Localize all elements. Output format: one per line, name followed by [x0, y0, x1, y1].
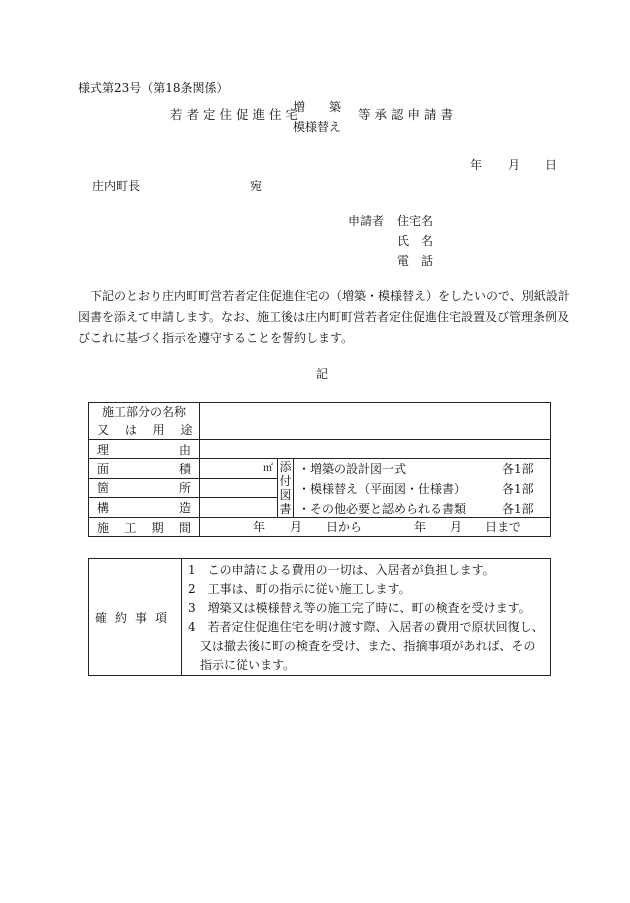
attachment-list: [294, 459, 551, 518]
title-option-extension: 増 築: [293, 100, 348, 114]
body-paragraph: 下記のとおり庄内町町営若者定住促進住宅の（増築・模様替え）をしたいので、別紙設計図書を添えて申請します。なお、施工後は庄内町町営若者定住促進住宅設置及び管理条例及びこれに基づく指示を遵守することを誓約します。: [78, 289, 570, 345]
work-name-label: [89, 403, 200, 440]
area-label: 面積: [89, 459, 200, 479]
title-suffix: 等承認申請書: [358, 107, 458, 122]
title-main: 若者定住促進住宅: [170, 107, 303, 122]
addressee-name: 庄内町長: [92, 179, 141, 193]
area-row: [89, 459, 551, 479]
confirmation-table: [88, 558, 551, 676]
confirmation-item-1: 1 この申請による費用の一切は、入居者が負担します。: [188, 563, 495, 577]
applicant-phone-label: 電 話: [397, 254, 434, 268]
confirmation-label: [89, 559, 182, 676]
period-from-suffix: 日から: [326, 520, 363, 534]
attachment-item-remodel: ・模様替え（平面図・仕様書）: [298, 482, 467, 496]
area-unit: ㎡: [263, 463, 273, 474]
confirmation-item-4: 4 若者定住促進住宅を明け渡す際、入居者の費用で原状回復し、: [188, 620, 544, 634]
title-option-remodel: 模様替え: [293, 120, 342, 134]
attachment-item-other: ・その他必要と認められる書類: [298, 502, 467, 516]
reason-row: [89, 440, 551, 459]
period-row: [89, 518, 551, 537]
date-month-label: 月: [508, 158, 521, 172]
confirmation-item-4-cont1: 又は撤去後に町の検査を受け、また、指摘事項があれば、その: [188, 639, 536, 653]
confirmation-item-4-cont2: 指示に従います。: [188, 658, 296, 672]
confirmation-item-2: 2 工事は、町の指示に従い施工します。: [188, 582, 411, 596]
period-to-month: 月: [450, 520, 463, 534]
ki-heading: 記: [316, 367, 329, 381]
location-label: 箇所: [89, 478, 200, 498]
structure-label: 構造: [89, 498, 200, 518]
confirmation-row: [89, 559, 551, 676]
period-to-suffix: 日まで: [485, 520, 522, 534]
date-day-label: 日: [545, 158, 558, 172]
reason-field[interactable]: [200, 440, 551, 459]
attachment-count-other: 各1部: [502, 502, 534, 516]
attachment-label-text: 添付図書: [279, 460, 292, 516]
applicant-heading: 申請者: [348, 214, 385, 228]
reason-label: 理由: [89, 440, 200, 459]
applicant-address-label: 住宅名: [397, 214, 434, 228]
form-number: 様式第23号（第18条関係）: [78, 81, 229, 95]
application-table: [88, 402, 551, 537]
attachment-count-design: 各1部: [502, 462, 534, 476]
work-name-row: [89, 403, 551, 440]
location-field[interactable]: [200, 478, 278, 498]
period-from-month: 月: [290, 520, 303, 534]
addressee-honorific: 宛: [250, 179, 263, 193]
attachment-item-design: ・増築の設計図一式: [298, 462, 407, 476]
confirmation-item-3: 3 増築又は模様替え等の施工完了時に、町の検査を受けます。: [188, 601, 531, 615]
period-label: 施工期間: [89, 518, 200, 537]
period-to-year: 年: [414, 520, 427, 534]
work-name-field[interactable]: [200, 403, 551, 440]
work-name-label-line2: 又 は 用 途: [97, 423, 199, 437]
area-field[interactable]: [200, 459, 278, 479]
period-from-year: 年: [253, 520, 266, 534]
attachment-label: [278, 459, 294, 518]
attachment-count-remodel: 各1部: [502, 482, 534, 496]
confirmation-items: [182, 559, 551, 676]
work-name-label-line1: 施工部分の名称: [101, 405, 186, 419]
date-year-label: 年: [470, 158, 483, 172]
applicant-name-label: 氏 名: [397, 234, 434, 248]
period-field[interactable]: [200, 518, 551, 537]
structure-field[interactable]: [200, 498, 278, 518]
confirmation-label-text: 確約事項: [94, 610, 175, 625]
